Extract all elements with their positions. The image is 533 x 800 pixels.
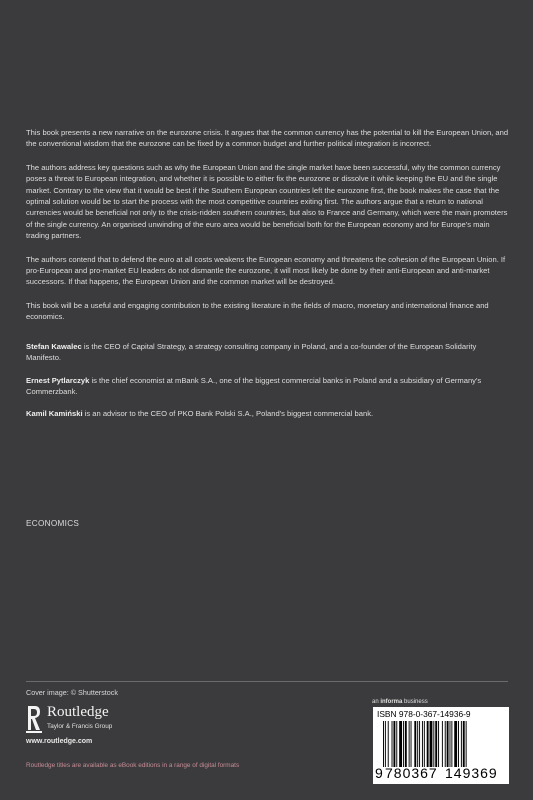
blurb-paragraph-2: The authors address key questions such as why the European Union and the single market have been successful, why the common currency poses a threat to European integration, and whether it is possible to either fix the eurozone or dissolve it while keeping the EU and the single market. Contrary to the view that it would be best if the Southern European countries left the eurozone first, the book makes the case that the optimal solution would be to start the process with the most competitive countries exiting first. The authors argue that a return to national currencies would be beneficial not only to the crisis-ridden southern countries, but also to France and Germany, which were the main promoters of the single currency. An organised unwinding of the euro area would be beneficial both for the European economy and for Europe's main trading partners.: [26, 162, 508, 241]
blurb-paragraph-4: This book will be a useful and engaging contribution to the existing literature in the fields of macro, monetary and international finance and economics.: [26, 300, 489, 322]
back-cover-text: [26, 127, 510, 431]
publisher-website[interactable]: www.routledge.com: [26, 738, 93, 745]
author-bio-3: [26, 408, 510, 419]
ebook-note: Routledge titles are available as eBook editions in a range of digital formats: [26, 762, 240, 769]
divider: [26, 681, 508, 682]
cover-image-credit: Cover image: © Shutterstock: [26, 688, 118, 697]
informa-prefix: an: [372, 699, 381, 705]
author-name: Stefan Kawalec: [26, 341, 82, 351]
barcode-digits-left: 780367: [385, 765, 438, 781]
routledge-r-icon: [26, 704, 42, 734]
blurb-paragraph-3: The authors contend that to defend the euro at all costs weakens the European economy and threatens the cohesion of the European Union. If pro-European and pro-market EU leaders do not dismantle the eurozone, it will most likely be done by their anti-European and anti-market successors. If that happens, the European Union and the common market will be destroyed.: [26, 254, 506, 287]
barcode-digits: [375, 765, 507, 783]
barcode-bars: [383, 721, 505, 767]
informa-business-tag: [372, 699, 428, 705]
informa-suffix: business: [402, 699, 428, 705]
author-bio-text: is an advisor to the CEO of PKO Bank Polski S.A., Poland's biggest commercial bank.: [82, 409, 374, 419]
publisher-group: Taylor & Francis Group: [47, 723, 113, 730]
author-bio-text: is the chief economist at mBank S.A., one of the biggest commercial banks in Poland and a subsidiary of Germany's Commerzbank.: [26, 375, 482, 396]
informa-brand: informa: [380, 699, 403, 705]
isbn-text: ISBN 978-0-367-14936-9: [377, 709, 471, 719]
barcode-digit-first: 9: [375, 765, 383, 781]
isbn-barcode: [373, 707, 509, 784]
blurb-paragraph-1: This book presents a new narrative on the eurozone crisis. It argues that the common currency has the potential to kill the European Union, and the conventional wisdom that the eurozone can be fixed by a common budget and further political integration is incorrect.: [26, 128, 509, 149]
publisher-logo: [26, 704, 156, 734]
author-bio-1: [26, 341, 510, 364]
barcode-digits-right: 149369: [445, 765, 498, 781]
publisher-name: Routledge: [47, 704, 109, 720]
author-bio-text: is the CEO of Capital Strategy, a strategy consulting company in Poland, and a co-founder of the European Solidarity Manifesto.: [26, 341, 477, 363]
subject-category: ECONOMICS: [26, 519, 80, 528]
author-name: Ernest Pytlarczyk: [26, 375, 90, 385]
author-name: Kamil Kamiński: [26, 409, 83, 419]
author-bio-2: [26, 375, 510, 398]
